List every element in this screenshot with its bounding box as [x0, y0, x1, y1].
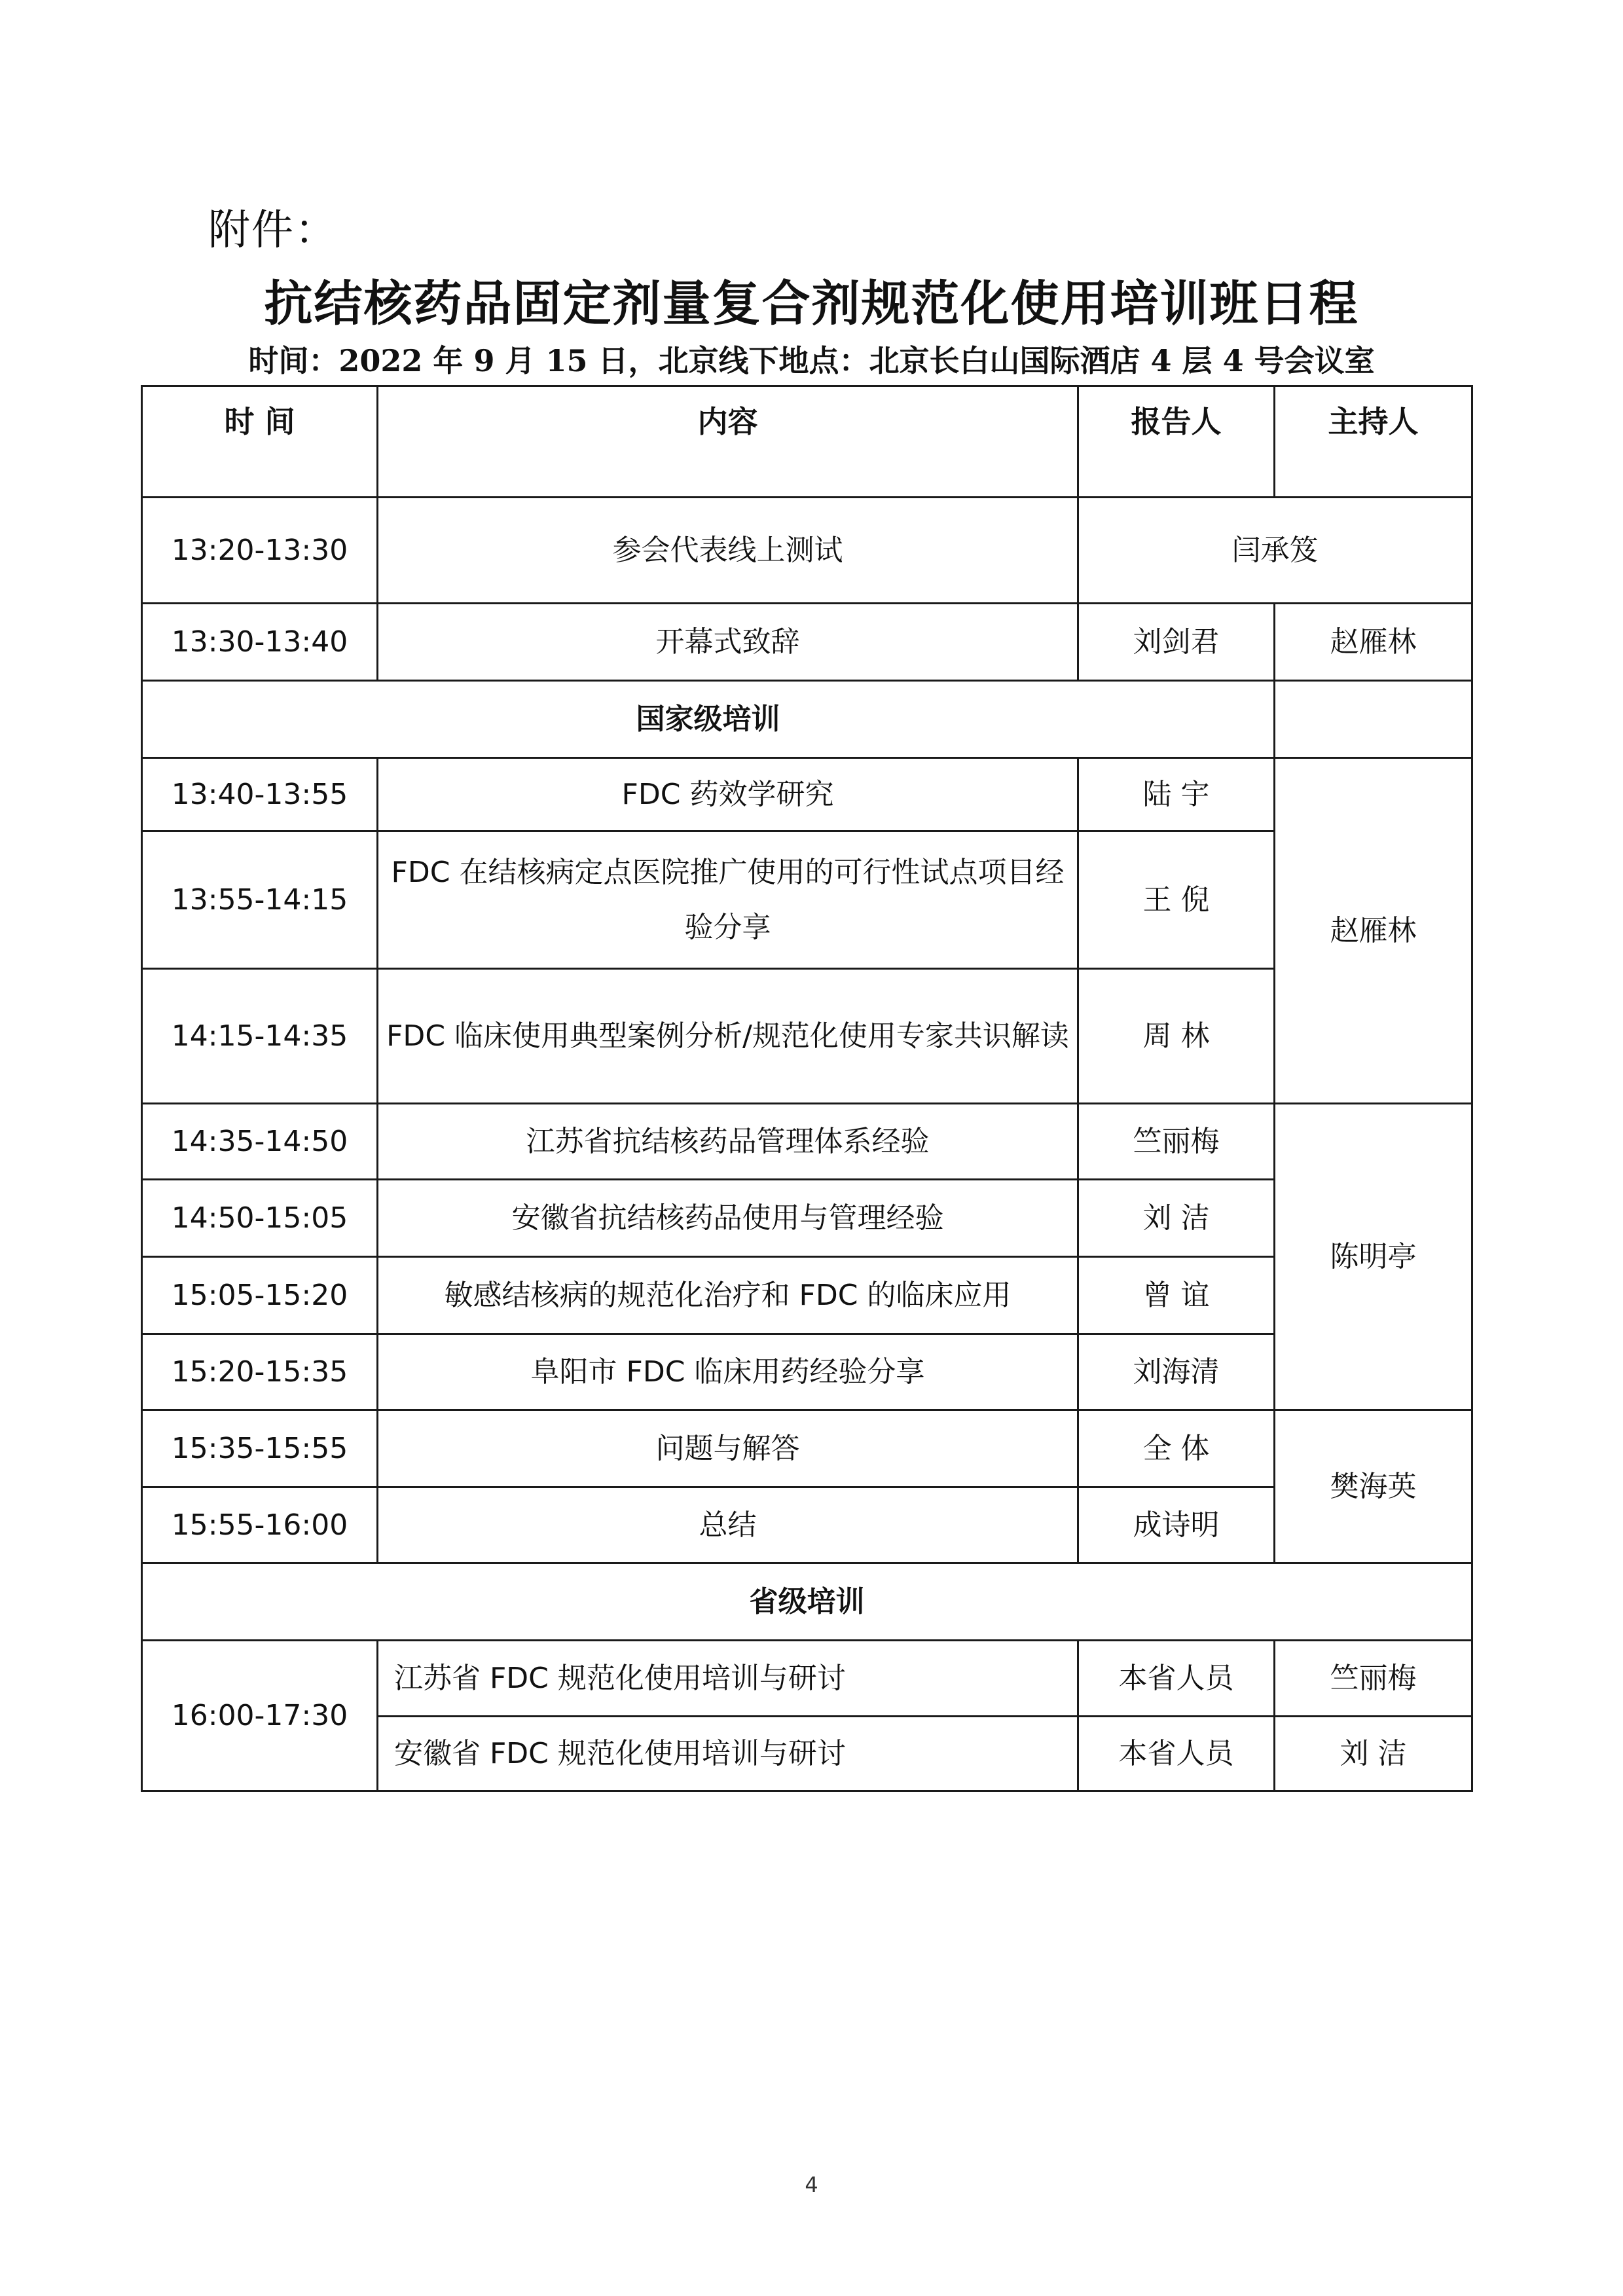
host-cell: 竺丽梅: [1275, 1641, 1472, 1717]
speaker-cell: 刘海清: [1078, 1334, 1275, 1410]
table-row: [142, 758, 1472, 831]
speaker-cell: 本省人员: [1078, 1717, 1275, 1791]
table-row: [142, 1334, 1472, 1410]
table-row: [142, 831, 1472, 969]
time-cell: 13:55-14:15: [142, 831, 378, 969]
host-cell: 赵雁林: [1275, 758, 1472, 1104]
table-row: [142, 1410, 1472, 1487]
time-cell: 14:15-14:35: [142, 969, 378, 1104]
content-cell: 问题与解答: [378, 1410, 1078, 1487]
page-number: 4: [805, 2172, 818, 2197]
speaker-cell: 曾 谊: [1078, 1257, 1275, 1334]
content-cell: FDC 临床使用典型案例分析/规范化使用专家共识解读: [378, 969, 1078, 1104]
speaker-host-cell: 闫承笈: [1078, 498, 1472, 604]
table-row: [142, 1641, 1472, 1717]
content-cell: 总结: [378, 1487, 1078, 1563]
speaker-cell: 王 倪: [1078, 831, 1275, 969]
schedule-table: [141, 385, 1473, 1792]
table-row: [142, 969, 1472, 1104]
table-row: [142, 1104, 1472, 1180]
table-row: [142, 1257, 1472, 1334]
time-cell: 13:40-13:55: [142, 758, 378, 831]
speaker-cell: 周 林: [1078, 969, 1275, 1104]
content-cell: 参会代表线上测试: [378, 498, 1078, 604]
speaker-cell: 刘 洁: [1078, 1180, 1275, 1257]
host-cell: 樊海英: [1275, 1410, 1472, 1563]
content-cell: 安徽省 FDC 规范化使用培训与研讨: [378, 1717, 1078, 1791]
section-national-label: 国家级培训: [142, 681, 1275, 758]
table-row: [142, 1180, 1472, 1257]
speaker-cell: 刘剑君: [1078, 604, 1275, 681]
speaker-cell: 本省人员: [1078, 1641, 1275, 1717]
time-cell: 13:20-13:30: [142, 498, 378, 604]
empty-cell: [1275, 681, 1472, 758]
document-subtitle: 时间：2022 年 9 月 15 日，北京线下地点：北京长白山国际酒店 4 层 4 号会议室: [248, 343, 1375, 378]
time-cell: 15:55-16:00: [142, 1487, 378, 1563]
content-cell: 阜阳市 FDC 临床用药经验分享: [378, 1334, 1078, 1410]
content-cell: 江苏省 FDC 规范化使用培训与研讨: [378, 1641, 1078, 1717]
time-cell: 15:20-15:35: [142, 1334, 378, 1410]
time-cell: 15:05-15:20: [142, 1257, 378, 1334]
header-content: 内容: [378, 386, 1078, 498]
host-cell: 赵雁林: [1275, 604, 1472, 681]
attachment-label: 附件：: [208, 206, 338, 255]
speaker-cell: 竺丽梅: [1078, 1104, 1275, 1180]
host-cell: 陈明亭: [1275, 1104, 1472, 1410]
time-cell: 13:30-13:40: [142, 604, 378, 681]
header-time: 时 间: [142, 386, 378, 498]
header-host: 主持人: [1275, 386, 1472, 498]
content-cell: 敏感结核病的规范化治疗和 FDC 的临床应用: [378, 1257, 1078, 1334]
section-provincial-label: 省级培训: [142, 1563, 1472, 1641]
speaker-cell: 成诗明: [1078, 1487, 1275, 1563]
header-speaker: 报告人: [1078, 386, 1275, 498]
content-cell: 安徽省抗结核药品使用与管理经验: [378, 1180, 1078, 1257]
speaker-cell: 全 体: [1078, 1410, 1275, 1487]
section-row: [142, 1563, 1472, 1641]
content-cell: FDC 药效学研究: [378, 758, 1078, 831]
time-cell: 14:35-14:50: [142, 1104, 378, 1180]
table-row: [142, 498, 1472, 604]
time-cell: 14:50-15:05: [142, 1180, 378, 1257]
table-row: [142, 1487, 1472, 1563]
time-cell: 16:00-17:30: [142, 1641, 378, 1791]
document-title: 抗结核药品固定剂量复合剂规范化使用培训班日程: [264, 276, 1359, 332]
content-cell: 江苏省抗结核药品管理体系经验: [378, 1104, 1078, 1180]
speaker-cell: 陆 宇: [1078, 758, 1275, 831]
content-cell: FDC 在结核病定点医院推广使用的可行性试点项目经验分享: [378, 831, 1078, 969]
header-row: [142, 386, 1472, 498]
section-row: [142, 681, 1472, 758]
content-cell: 开幕式致辞: [378, 604, 1078, 681]
time-cell: 15:35-15:55: [142, 1410, 378, 1487]
host-cell: 刘 洁: [1275, 1717, 1472, 1791]
table-row: [142, 604, 1472, 681]
